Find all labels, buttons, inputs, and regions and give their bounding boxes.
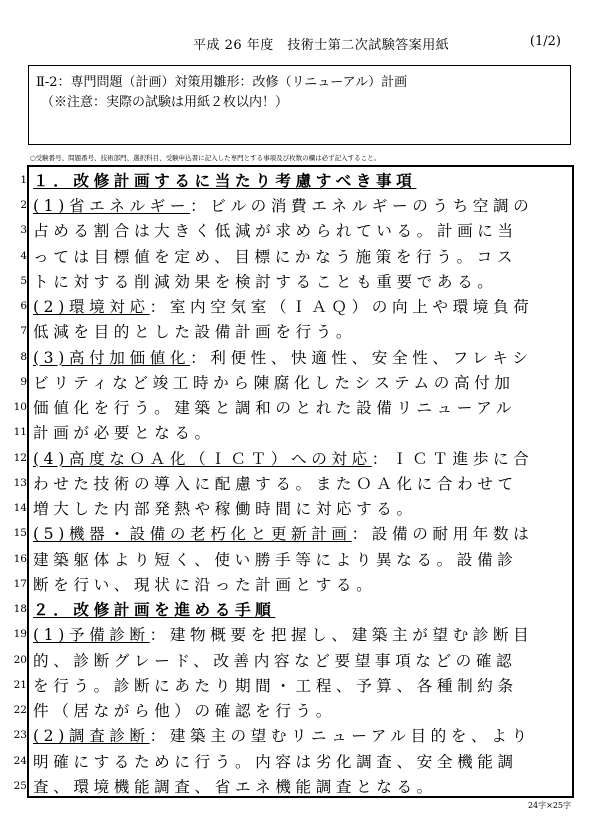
line-number: 25: [13, 779, 27, 792]
line-body: 増大した内部発熱や稼働時間に対応する。: [33, 500, 417, 519]
answer-line: [13, 621, 572, 646]
line-number: 10: [13, 401, 27, 414]
line-text: [33, 447, 533, 469]
line-body: 価値化を行う。建築と調和のとれた設備リニューアル: [33, 399, 516, 418]
answer-line: [20, 344, 572, 369]
line-text: [33, 623, 533, 645]
answer-grid: [13, 165, 574, 798]
line-number: 14: [13, 502, 27, 515]
line-body: っては目標値を定め、目標にかなう施策を行う。コス: [33, 247, 518, 266]
line-number: 11: [13, 426, 27, 439]
underlined-term: (3)高付加価値化: [33, 348, 191, 367]
answer-line: [13, 495, 572, 520]
underlined-term: (2)調査診断: [33, 727, 150, 746]
line-body: ：建物概要を把握し、建築主が望む診断目: [149, 626, 534, 645]
line-body: 占める割合は大きく低減が求められている。計画に当: [33, 222, 518, 241]
line-body: 建築躯体より短く、使い勝手等により異なる。設備診: [33, 550, 518, 569]
line-text: [33, 674, 518, 696]
answer-line: [13, 419, 572, 444]
line-body: ：設備の耐用年数は: [351, 525, 534, 544]
answer-line: [13, 722, 572, 747]
answer-line: [13, 773, 572, 798]
line-number: 23: [13, 729, 27, 742]
line-number: 13: [13, 476, 27, 489]
line-text: [33, 194, 533, 216]
line-number: 5: [20, 274, 27, 287]
underlined-term: ２．改修計画を進める手順: [33, 600, 276, 620]
page-number: (1/2): [529, 34, 561, 49]
answer-line: [13, 394, 572, 419]
answer-line: [20, 217, 572, 242]
answer-line: [20, 293, 572, 318]
section-heading: [33, 598, 275, 620]
answer-line: [20, 268, 572, 293]
answer-line: [20, 369, 572, 394]
line-body: 的、診断グレード、改善内容など要望事項などの確認: [33, 651, 517, 670]
caution-note: （※注意：実際の試験は用紙２枚以内！）: [41, 95, 289, 110]
answer-line: [13, 748, 572, 773]
answer-sheet-header: [0, 34, 599, 54]
line-number: 7: [20, 325, 27, 338]
line-body: 低減を目的とした設備計画を行う。: [33, 323, 357, 342]
line-text: [33, 219, 518, 241]
line-body: 件（居ながら他）の確認を行う。: [33, 702, 336, 721]
underlined-term: (1)予備診断: [33, 626, 150, 645]
line-text: [33, 396, 516, 418]
line-text: [33, 270, 497, 292]
line-body: ：室内空気室（ＩＡＱ）の向上や環境負荷: [149, 298, 534, 317]
line-text: [33, 295, 533, 317]
line-body: ビリティなど竣工時から陳腐化したシステムの高付加: [33, 373, 515, 392]
line-text: [33, 548, 517, 570]
answer-line: [20, 167, 572, 192]
underlined-term: (4)高度なＯＡ化（ＩＣＴ）への対応: [33, 449, 372, 468]
section-heading: [33, 169, 416, 191]
line-number: 24: [13, 754, 27, 767]
line-text: [33, 573, 376, 595]
underlined-term: (5)機器・設備の老朽化と更新計画: [33, 525, 352, 544]
line-text: [33, 750, 518, 772]
line-number: 12: [13, 451, 27, 464]
line-text: [33, 320, 356, 342]
line-number: 3: [20, 224, 27, 237]
line-body: 査、環境機能調査、省エネ機能調査となる。: [33, 777, 437, 796]
line-number: 8: [20, 350, 27, 363]
answer-line: [13, 697, 572, 722]
line-text: [33, 245, 517, 267]
line-number: 20: [13, 653, 27, 666]
answer-line: [20, 192, 572, 217]
line-number: 1: [20, 174, 27, 186]
answer-line: [13, 470, 572, 495]
subject-box: [28, 65, 571, 145]
line-number: 18: [13, 603, 27, 616]
line-body: ：利便性、快適性、安全性、フレキシ: [190, 348, 533, 367]
answer-line: [20, 318, 572, 343]
line-body: 断を行い、現状に沿った計画とする。: [33, 575, 377, 594]
line-text: [33, 497, 417, 519]
line-body: ：ビルの消費エネルギーのうち空調の: [190, 197, 534, 216]
line-number: 16: [13, 552, 27, 565]
line-body: わせた技術の導入に配慮する。またＯＡ化に合わせて: [33, 474, 518, 493]
line-text: [33, 371, 515, 393]
answer-line: [13, 596, 572, 621]
line-body: ：ＩＣＴ進歩に合: [371, 449, 534, 468]
underlined-term: １．改修計画するに当たり考慮すべき事項: [33, 171, 417, 190]
line-text: [33, 649, 516, 671]
sheet-title: 平成 26 年度 技術士第二次試験答案用紙: [193, 38, 450, 53]
line-number: 19: [13, 628, 27, 641]
answer-line: [13, 647, 572, 672]
line-number: 4: [20, 249, 27, 262]
line-number: 15: [13, 527, 27, 540]
grid-size-label: 24字×25字: [527, 801, 571, 810]
line-body: 計画が必要となる。: [33, 424, 215, 443]
answer-line: [13, 546, 572, 571]
answer-line: [13, 672, 572, 697]
instruction-note: ○受験番号、問題番号、技術部門、選択科目、受験申込書に記入した専門とする事項及び枚数の欄は必ず記入すること。: [30, 154, 381, 162]
problem-label: Ⅱ-2：専門問題（計画）対策用雛形：改修（リニューアル）計画: [36, 75, 408, 90]
answer-line: [13, 571, 572, 596]
answer-line: [13, 445, 572, 470]
line-number: 17: [13, 577, 27, 590]
line-body: トに対する削減効果を検討することも重要である。: [33, 272, 498, 291]
line-text: [33, 724, 532, 746]
line-text: [33, 775, 437, 797]
line-body: を行う。診断にあたり期間・工程、予算、各種制約条: [33, 676, 518, 695]
line-text: [33, 421, 215, 443]
underlined-term: (1)省エネルギー: [33, 197, 191, 216]
line-number: 9: [20, 375, 27, 388]
underlined-term: (2)環境対応: [33, 298, 150, 317]
line-number: 6: [20, 300, 27, 313]
answer-line: [13, 520, 572, 545]
line-number: 21: [13, 678, 27, 691]
line-text: [33, 472, 518, 494]
line-text: [33, 346, 533, 368]
line-number: 2: [20, 199, 27, 212]
answer-line: [20, 243, 572, 268]
line-text: [33, 522, 533, 544]
line-number: 22: [13, 704, 27, 717]
line-text: [33, 699, 336, 721]
line-body: 明確にするために行う。内容は劣化調査、安全機能調: [33, 752, 518, 771]
line-body: ：建築主の望むリニューアル目的を、より: [149, 727, 532, 746]
